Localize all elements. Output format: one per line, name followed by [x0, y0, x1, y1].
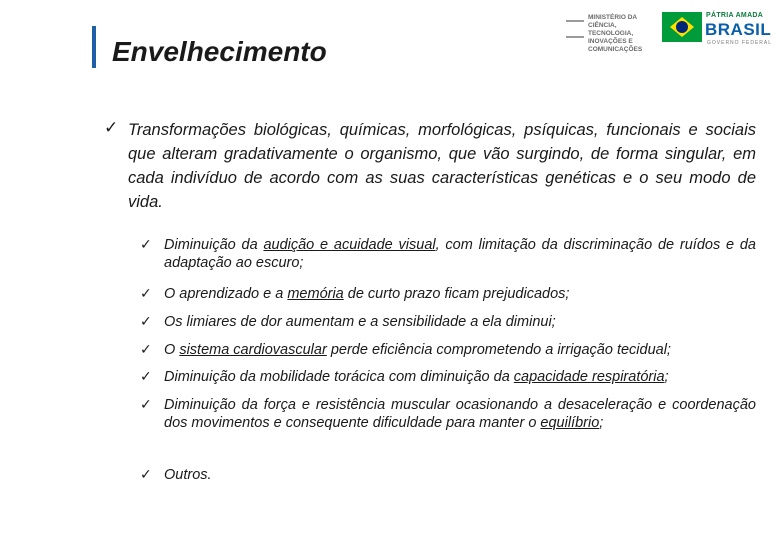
checkmark-icon: ✓ [140, 368, 152, 384]
page-title: Envelhecimento [112, 36, 327, 67]
checkmark-icon: ✓ [140, 236, 152, 252]
logo-governo-federal: GOVERNO FEDERAL [707, 40, 773, 46]
ministry-logo-text: MINISTÉRIO DA CIÊNCIA, TECNOLOGIA, INOVAÇÕES E COMUNICAÇÕES [588, 14, 643, 53]
checkmark-icon: ✓ [140, 285, 152, 301]
checkmark-icon: ✓ [140, 396, 152, 412]
ministry-emblem-icon [566, 20, 584, 38]
patria-amada-brasil-logo [662, 10, 772, 50]
logo-patria-amada: PÁTRIA AMADA [706, 12, 764, 19]
ministry-logo [562, 14, 658, 53]
logo-brasil: BRASIL [705, 20, 772, 39]
brazil-flag-icon [662, 12, 702, 42]
main-bullet-text: Transformações biológicas, químicas, morfológicas, psíquicas, funcionais e sociais que alteram gradativamente o organismo, que vão surgindo, de forma singular, em cada indivíduo de acordo com as suas características genéticas e o seu modo de vida. [128, 121, 756, 211]
checkmark-icon: ✓ [104, 118, 119, 137]
title-accent-bar [92, 26, 96, 68]
checkmark-icon: ✓ [140, 341, 152, 357]
checkmark-icon: ✓ [140, 466, 152, 482]
checkmark-icon: ✓ [140, 313, 152, 329]
